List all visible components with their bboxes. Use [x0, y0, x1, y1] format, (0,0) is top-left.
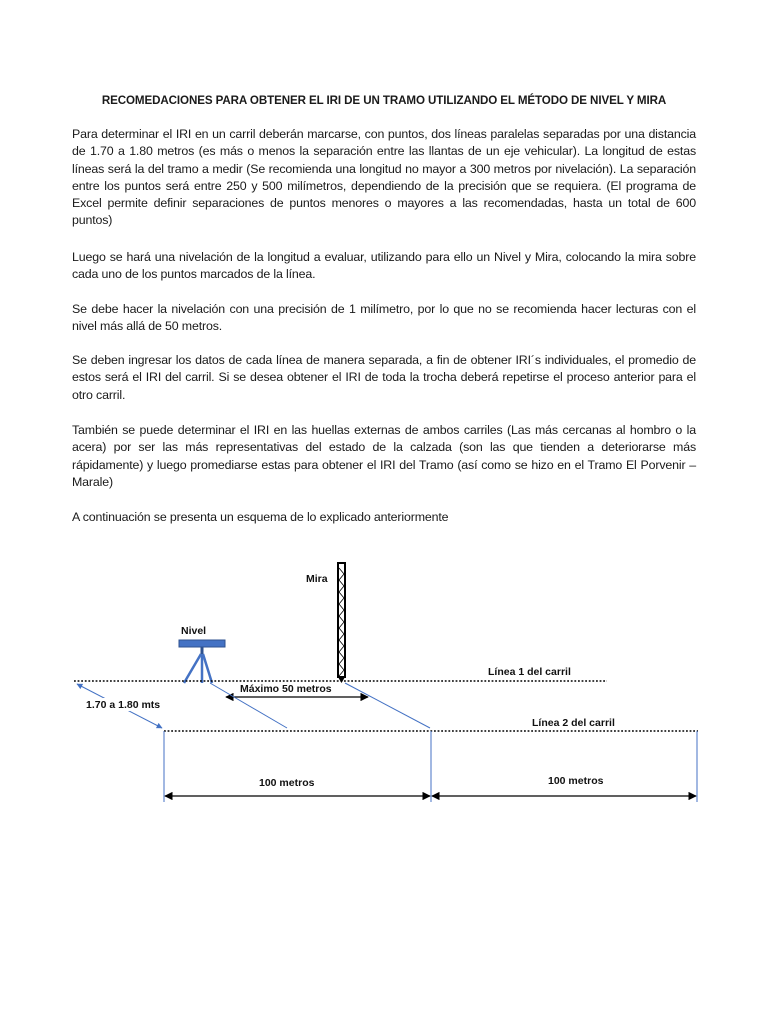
linea-2-label: Línea 2 del carril	[532, 717, 615, 729]
mira-label: Mira	[306, 573, 328, 585]
nivel-instrument-icon	[179, 640, 225, 683]
paragraph-5: También se puede determinar el IRI en las huellas externas de ambos carriles (Las más cercanas al hombro o la acera) por ser las más representativas del estado de la calzada (son las que tienden a deteriorarse más rápidamente) y luego promediarse estas para obtener el IRI del Tramo (así como se hizo en el Tramo El Porvenir – Marale)	[72, 423, 696, 489]
sight-line-2	[345, 683, 430, 728]
distance-2-label: 100 metros	[548, 775, 604, 787]
paragraph-3: Se debe hacer la nivelación con una precisión de 1 milímetro, por lo que no se recomienda hacer lecturas con el nivel más allá de 50 metros.	[72, 302, 696, 334]
linea-1-label: Línea 1 del carril	[488, 666, 571, 678]
mira-pole	[338, 563, 345, 683]
paragraph-4: Se deben ingresar los datos de cada línea de manera separada, a fin de obtener IRI´s individuales, el promedio de estos será el IRI del carril. Si se desea obtener el IRI de toda la trocha deberá repetirse el proceso anterior para el otro carril.	[72, 353, 696, 402]
nivel-label: Nivel	[181, 625, 207, 637]
max-distance-label: Máximo 50 metros	[240, 683, 332, 695]
paragraph-6: A continuación se presenta un esquema de lo explicado anteriormente	[72, 510, 449, 524]
separation-label: 1.70 a 1.80 mts	[86, 699, 161, 711]
document-title: RECOMEDACIONES PARA OBTENER EL IRI DE UN TRAMO UTILIZANDO EL MÉTODO DE NIVEL Y MIRA	[101, 94, 667, 107]
leveling-diagram	[0, 540, 768, 820]
paragraph-1: Para determinar el IRI en un carril deberán marcarse, con puntos, dos líneas paralelas separadas por una distancia de 1.70 a 1.80 metros (es más o menos la separación entre las llantas de un eje vehicular). La longitud de estas líneas será la del tramo a medir (Se recomienda una longitud no mayor a 300 metros por nivelación). La separación entre los puntos será entre 250 y 500 milímetros, dependiendo de la precisión que se requiera. (El programa de Excel permite definir separaciones de puntos menores o mayores a las recomendadas, hasta un total de 600 puntos)	[72, 127, 696, 228]
distance-1-label: 100 metros	[259, 777, 315, 789]
paragraph-2: Luego se hará una nivelación de la longitud a evaluar, utilizando para ello un Nivel y Mira, colocando la mira sobre cada uno de los puntos marcados de la línea.	[72, 250, 696, 282]
